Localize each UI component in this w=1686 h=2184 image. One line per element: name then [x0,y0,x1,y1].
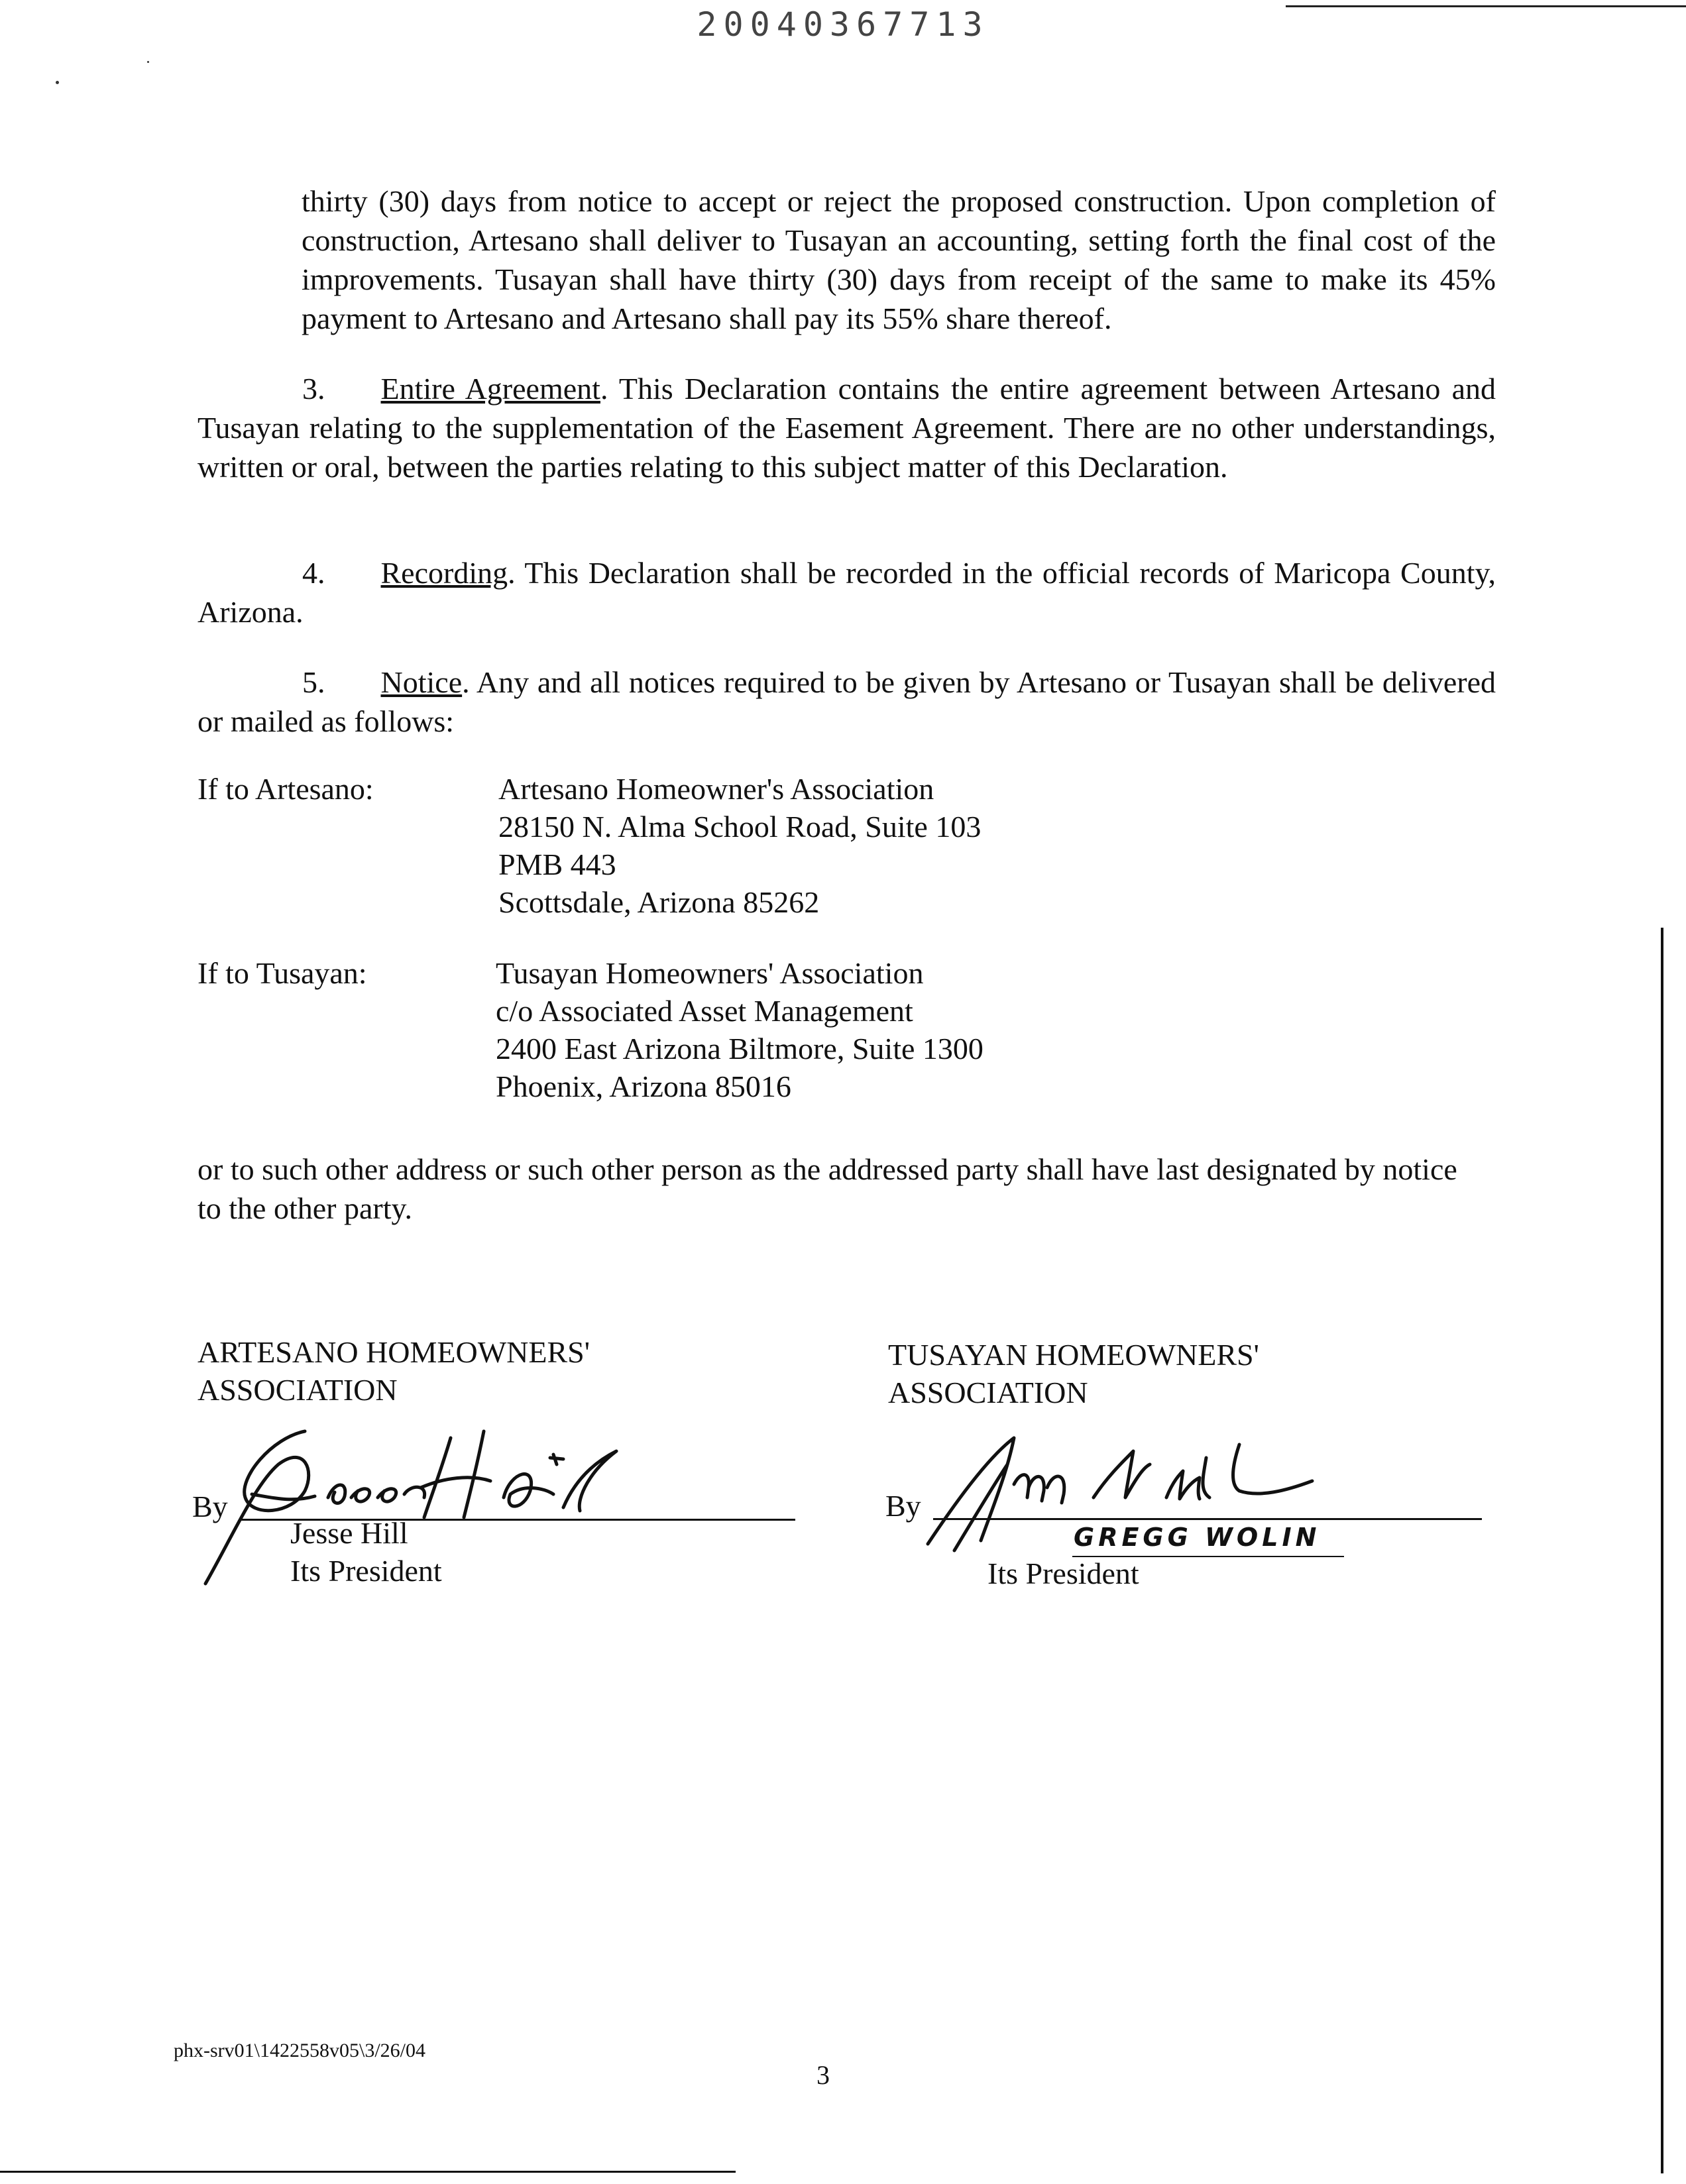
continuation-paragraph: thirty (30) days from notice to accept or reject the proposed construction. Upon completion of construction, Artesano shall deliver to Tusayan an accounting, setting forth the final cost of the improvements. Tusayan shall have thirty (30) days from receipt of the same to make its 45% payment to Artesano and Artesano shall pay its 55% share thereof. [302,184,1496,335]
scan-edge-line [1286,5,1686,7]
printed-signer-name-right: GREGG WOLIN [1074,1523,1321,1552]
page-number: 3 [816,2060,830,2090]
signer-title-left: Its President [290,1554,442,1588]
address-line: 2400 East Arizona Biltmore, Suite 1300 [496,1032,984,1065]
paragraph-heading: Recording [380,556,508,590]
paragraph-number: 4. [302,556,325,590]
scan-right-edge [1661,928,1663,2173]
paragraph-number: 5. [302,665,325,699]
signer-title-right: Its President [987,1556,1139,1590]
signer-name-left: Jesse Hill [290,1516,408,1550]
recording-number: 20040367713 [697,5,989,44]
paragraph-text: . This Declaration contains the entire agreement between Artesano and Tusayan relating to the supplementation of the Easement Agreement. There are no other understandings, written or oral, between the parties relating to this subject matter of this Declaration. [197,372,1496,484]
address-label-tusayan: If to Tusayan: [197,956,367,990]
address-line: Artesano Homeowner's Association [498,772,934,806]
closing-paragraph: or to such other address or such other person as the addressed party shall have last designated by notice to the other party. [197,1152,1457,1225]
org-name-line2: ASSOCIATION [197,1373,398,1407]
address-tusayan [496,954,984,1105]
signature-block-tusayan [888,1336,1259,1411]
address-line: c/o Associated Asset Management [496,994,913,1028]
paragraph-text: . This Declaration shall be recorded in the official records of Maricopa County, Arizona. [197,556,1496,629]
paragraph-heading: Entire Agreement [380,372,600,406]
address-artesano [498,770,981,921]
address-line: Tusayan Homeowners' Association [496,956,924,990]
document-id: phx-srv01\1422558v05\3/26/04 [174,2040,425,2061]
scan-bottom-edge [0,2171,736,2173]
signature-block-artesano [197,1333,590,1409]
paragraph-recording [197,553,1496,631]
address-label-artesano: If to Artesano: [197,772,374,806]
address-line: PMB 443 [498,847,616,881]
org-name-line1: ARTESANO HOMEOWNERS' [197,1335,590,1369]
address-line: Phoenix, Arizona 85016 [496,1069,791,1103]
paragraph-number: 3. [302,372,325,406]
by-label-right: By [885,1489,921,1523]
scan-speck [56,81,59,84]
address-line: Scottsdale, Arizona 85262 [498,885,820,919]
org-name-line2: ASSOCIATION [888,1376,1088,1409]
address-line: 28150 N. Alma School Road, Suite 103 [498,810,982,844]
scan-speck [147,61,149,63]
paragraph-text: . Any and all notices required to be given by Artesano or Tusayan shall be delivered or mailed as follows: [197,665,1496,738]
paragraph-entire-agreement [197,369,1496,486]
org-name-line1: TUSAYAN HOMEOWNERS' [888,1338,1259,1372]
paragraph-notice [197,663,1496,741]
by-label-left: By [192,1490,228,1523]
paragraph-heading: Notice [380,665,463,699]
